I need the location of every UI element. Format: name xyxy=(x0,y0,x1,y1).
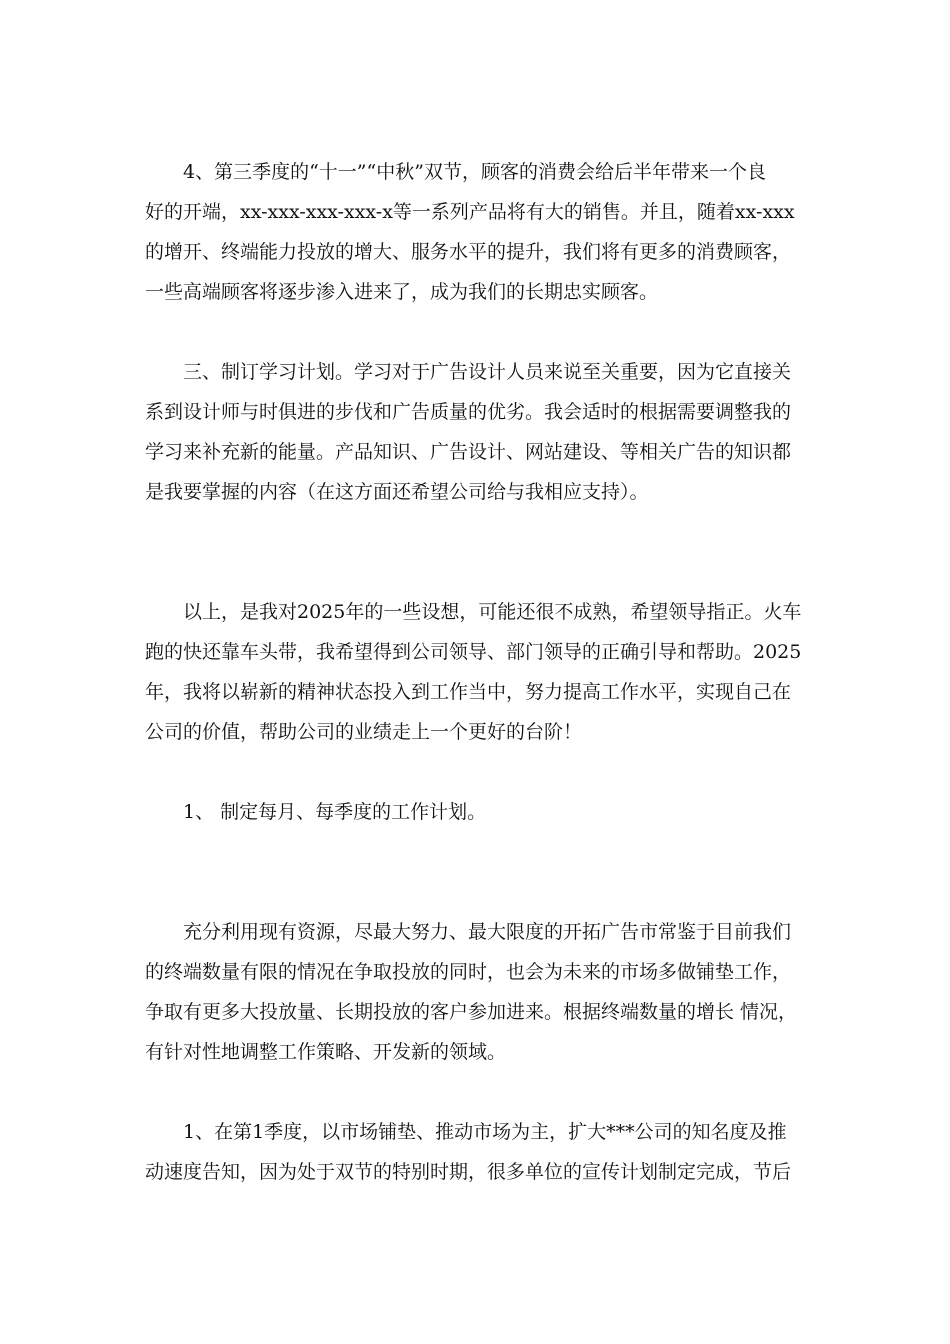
paragraph-monthly-plan: 1、 制定每月、每季度的工作计划。 xyxy=(145,801,487,823)
paragraph-first-quarter: 1、在第1季度，以市场铺垫、推动市场为主，扩大***公司的知名度及推 动速度告知，因为处于双节的特别时期，很多单位的宣传计划制定完成，节后 xyxy=(145,1121,792,1183)
paragraph-resources: 充分利用现有资源，尽最大努力、最大限度的开拓广告市常鉴于目前我们 的终端数量有限的情况在争取投放的同时，也会为未来的市场多做铺垫工作， 争取有更多大投放量、长期投放的客户参加进来。根据终端数量的增长 情况， 有针对性地调整工作策略、开发新的领域。 xyxy=(145,921,798,1063)
paragraph-learning-plan: 三、制订学习计划。学习对于广告设计人员来说至关重要，因为它直接关 系到设计师与时俱进的步伐和广告质量的优劣。我会适时的根据需要调整我的 学习来补充新的能量。产品知识、广告设计、网站建设、等相关广告的知识都 是我要掌握的内容（在这方面还希望公司给与我相应支持）。 xyxy=(145,361,792,503)
paragraph-summary: 以上，是我对2025年的一些设想，可能还很不成熟，希望领导指正。火车 跑的快还靠车头带，我希望得到公司领导、部门领导的正确引导和帮助。2025 年，我将以崭新的精神状态投入到工作当中，努力提高工作水平，实现自己在 公司的价值，帮助公司的业绩走上一个更好的台阶！ xyxy=(145,601,802,743)
paragraph-sales-outlook: 4、第三季度的“十一”“中秋”双节，顾客的消费会给后半年带来一个良 好的开端，xx-xxx-xxx-xxx-x等一系列产品将有大的销售。并且，随着xx-xxx 的增开、终端能力投放的增大、服务水平的提升，我们将有更多的消费顾客， 一些高端顾客将逐步渗入进来了，成为我们的长期忠实顾客。 xyxy=(145,161,795,303)
